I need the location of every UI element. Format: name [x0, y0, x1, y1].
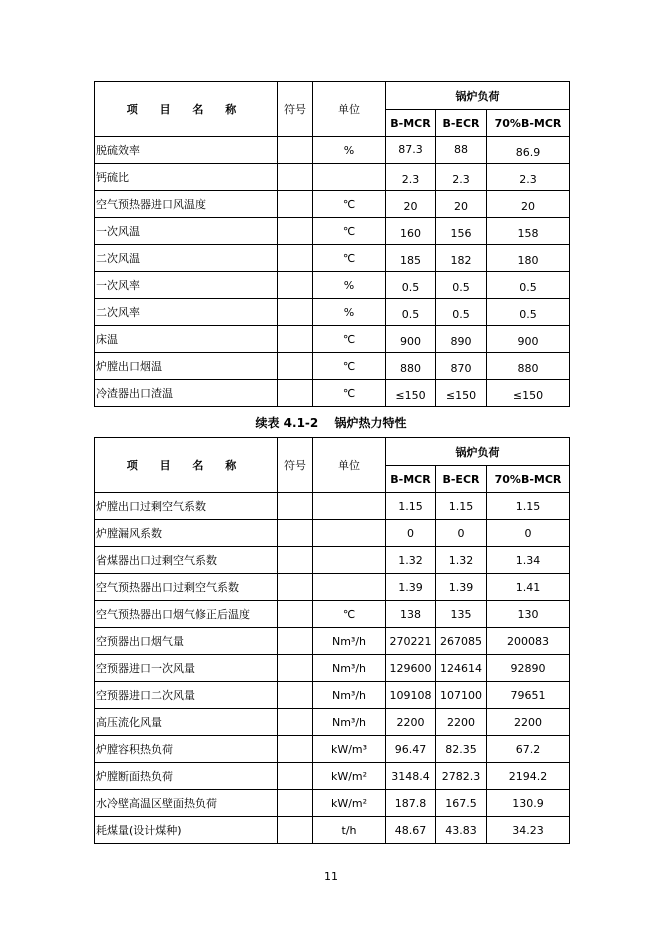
- row-symbol: [278, 299, 313, 326]
- table-row: [95, 493, 570, 520]
- table-row: [95, 682, 570, 709]
- row-item-name: 一次风率: [95, 272, 278, 299]
- row-value-bmcr: 185: [386, 245, 436, 272]
- row-value-70bmcr: 34.23: [487, 817, 570, 844]
- row-symbol: [278, 191, 313, 218]
- row-value-bmcr: 87.3: [386, 137, 436, 164]
- row-value-bmcr: 0: [386, 520, 436, 547]
- row-value-becr: 2.3: [436, 164, 487, 191]
- row-value-becr: 88: [436, 137, 487, 164]
- row-value-becr: 156: [436, 218, 487, 245]
- header-load-70bmcr: 70%B-MCR: [487, 466, 570, 493]
- row-symbol: [278, 736, 313, 763]
- row-value-bmcr: 1.15: [386, 493, 436, 520]
- table-row: [95, 164, 570, 191]
- row-item-name: 炉膛出口过剩空气系数: [95, 493, 278, 520]
- row-value-becr: 890: [436, 326, 487, 353]
- row-value-bmcr: 1.32: [386, 547, 436, 574]
- table-row: [95, 655, 570, 682]
- row-symbol: [278, 353, 313, 380]
- row-value-70bmcr: 1.41: [487, 574, 570, 601]
- row-unit: [313, 547, 386, 574]
- table-row: [95, 628, 570, 655]
- row-unit: ℃: [313, 245, 386, 272]
- row-value-70bmcr: 200083: [487, 628, 570, 655]
- row-unit: Nm³/h: [313, 709, 386, 736]
- row-value-70bmcr: ≤150: [487, 380, 570, 407]
- row-value-becr: 0.5: [436, 272, 487, 299]
- header-unit: 单位: [313, 438, 386, 493]
- row-unit: [313, 164, 386, 191]
- row-item-name: 空预器进口二次风量: [95, 682, 278, 709]
- table-row: [95, 709, 570, 736]
- header-load-becr: B-ECR: [436, 110, 487, 137]
- row-value-becr: 20: [436, 191, 487, 218]
- row-value-70bmcr: 130.9: [487, 790, 570, 817]
- header-item-name: 项 目 名 称: [95, 82, 278, 137]
- row-value-bmcr: 270221: [386, 628, 436, 655]
- row-item-name: 炉膛漏风系数: [95, 520, 278, 547]
- row-value-becr: 107100: [436, 682, 487, 709]
- header-symbol: 符号: [278, 82, 313, 137]
- row-value-becr: 870: [436, 353, 487, 380]
- boiler-parameters-table: [94, 81, 570, 407]
- row-value-bmcr: 138: [386, 601, 436, 628]
- row-symbol: [278, 628, 313, 655]
- header-unit: 单位: [313, 82, 386, 137]
- row-unit: [313, 493, 386, 520]
- table-row: [95, 272, 570, 299]
- row-unit: %: [313, 137, 386, 164]
- row-value-bmcr: 3148.4: [386, 763, 436, 790]
- table-row: [95, 380, 570, 407]
- row-unit: ℃: [313, 601, 386, 628]
- row-symbol: [278, 790, 313, 817]
- row-unit: t/h: [313, 817, 386, 844]
- row-unit: kW/m²: [313, 790, 386, 817]
- row-value-bmcr: 160: [386, 218, 436, 245]
- row-item-name: 炉膛容积热负荷: [95, 736, 278, 763]
- row-unit: Nm³/h: [313, 682, 386, 709]
- table-row: [95, 574, 570, 601]
- row-unit: Nm³/h: [313, 628, 386, 655]
- row-item-name: 高压流化风量: [95, 709, 278, 736]
- row-unit: Nm³/h: [313, 655, 386, 682]
- row-value-becr: ≤150: [436, 380, 487, 407]
- row-value-70bmcr: 0.5: [487, 272, 570, 299]
- row-symbol: [278, 380, 313, 407]
- table2-body: [95, 493, 570, 844]
- table-row: [95, 547, 570, 574]
- row-symbol: [278, 817, 313, 844]
- row-value-70bmcr: 158: [487, 218, 570, 245]
- row-value-70bmcr: 67.2: [487, 736, 570, 763]
- row-value-bmcr: 900: [386, 326, 436, 353]
- row-item-name: 省煤器出口过剩空气系数: [95, 547, 278, 574]
- row-unit: ℃: [313, 326, 386, 353]
- row-value-becr: 2200: [436, 709, 487, 736]
- table-row: [95, 353, 570, 380]
- table-row: [95, 736, 570, 763]
- row-symbol: [278, 682, 313, 709]
- row-value-bmcr: 48.67: [386, 817, 436, 844]
- row-unit: ℃: [313, 218, 386, 245]
- row-item-name: 空气预热器进口风温度: [95, 191, 278, 218]
- row-value-becr: 182: [436, 245, 487, 272]
- row-item-name: 水冷壁高温区壁面热负荷: [95, 790, 278, 817]
- row-value-bmcr: 96.47: [386, 736, 436, 763]
- row-value-70bmcr: 0: [487, 520, 570, 547]
- row-unit: %: [313, 272, 386, 299]
- table-row: [95, 326, 570, 353]
- row-unit: ℃: [313, 353, 386, 380]
- row-value-bmcr: 0.5: [386, 299, 436, 326]
- row-value-becr: 1.15: [436, 493, 487, 520]
- row-value-becr: 43.83: [436, 817, 487, 844]
- row-symbol: [278, 272, 313, 299]
- table-caption: [0, 414, 662, 431]
- header-load-bmcr: B-MCR: [386, 110, 436, 137]
- row-item-name: 床温: [95, 326, 278, 353]
- row-symbol: [278, 218, 313, 245]
- caption-number: 续表 4.1-2: [255, 416, 319, 430]
- row-symbol: [278, 137, 313, 164]
- table-row: [95, 520, 570, 547]
- row-symbol: [278, 245, 313, 272]
- page-number: 11: [324, 870, 338, 883]
- row-item-name: 二次风率: [95, 299, 278, 326]
- row-item-name: 炉膛断面热负荷: [95, 763, 278, 790]
- row-value-70bmcr: 180: [487, 245, 570, 272]
- row-item-name: 二次风温: [95, 245, 278, 272]
- row-value-becr: 135: [436, 601, 487, 628]
- row-value-70bmcr: 86.9: [487, 137, 570, 164]
- row-value-bmcr: ≤150: [386, 380, 436, 407]
- row-value-70bmcr: 20: [487, 191, 570, 218]
- row-symbol: [278, 493, 313, 520]
- header-boiler-load: 锅炉负荷: [386, 82, 570, 110]
- row-value-becr: 82.35: [436, 736, 487, 763]
- row-value-70bmcr: 900: [487, 326, 570, 353]
- row-value-bmcr: 1.39: [386, 574, 436, 601]
- row-value-70bmcr: 2.3: [487, 164, 570, 191]
- row-item-name: 冷渣器出口渣温: [95, 380, 278, 407]
- table-row: [95, 817, 570, 844]
- row-value-bmcr: 129600: [386, 655, 436, 682]
- header-load-becr: B-ECR: [436, 466, 487, 493]
- table-row: [95, 601, 570, 628]
- row-item-name: 耗煤量(设计煤种): [95, 817, 278, 844]
- row-symbol: [278, 601, 313, 628]
- row-value-bmcr: 2200: [386, 709, 436, 736]
- row-symbol: [278, 520, 313, 547]
- boiler-thermal-characteristics-table: [94, 437, 570, 844]
- table-row: [95, 245, 570, 272]
- row-value-70bmcr: 130: [487, 601, 570, 628]
- row-value-becr: 267085: [436, 628, 487, 655]
- header-boiler-load: 锅炉负荷: [386, 438, 570, 466]
- header-load-bmcr: B-MCR: [386, 466, 436, 493]
- table-row: [95, 218, 570, 245]
- row-symbol: [278, 763, 313, 790]
- row-value-70bmcr: 2194.2: [487, 763, 570, 790]
- table-row: [95, 763, 570, 790]
- table1-body: [95, 137, 570, 407]
- row-value-70bmcr: 880: [487, 353, 570, 380]
- row-item-name: 空气预热器出口过剩空气系数: [95, 574, 278, 601]
- row-value-becr: 167.5: [436, 790, 487, 817]
- row-value-becr: 0: [436, 520, 487, 547]
- row-unit: [313, 520, 386, 547]
- row-item-name: 炉膛出口烟温: [95, 353, 278, 380]
- row-unit: %: [313, 299, 386, 326]
- caption-title: 锅炉热力特性: [334, 416, 407, 430]
- row-value-70bmcr: 2200: [487, 709, 570, 736]
- row-item-name: 空预器出口烟气量: [95, 628, 278, 655]
- row-item-name: 脱硫效率: [95, 137, 278, 164]
- table-row: [95, 299, 570, 326]
- row-unit: ℃: [313, 191, 386, 218]
- row-value-bmcr: 187.8: [386, 790, 436, 817]
- row-symbol: [278, 709, 313, 736]
- row-symbol: [278, 326, 313, 353]
- row-symbol: [278, 655, 313, 682]
- row-value-70bmcr: 92890: [487, 655, 570, 682]
- row-value-becr: 1.32: [436, 547, 487, 574]
- header-load-70bmcr: 70%B-MCR: [487, 110, 570, 137]
- row-symbol: [278, 547, 313, 574]
- header-item-name: 项 目 名 称: [95, 438, 278, 493]
- row-symbol: [278, 164, 313, 191]
- row-value-bmcr: 20: [386, 191, 436, 218]
- row-unit: kW/m³: [313, 736, 386, 763]
- row-value-bmcr: 2.3: [386, 164, 436, 191]
- row-value-bmcr: 880: [386, 353, 436, 380]
- table-row: [95, 790, 570, 817]
- row-symbol: [278, 574, 313, 601]
- row-value-becr: 1.39: [436, 574, 487, 601]
- row-unit: kW/m²: [313, 763, 386, 790]
- header-symbol: 符号: [278, 438, 313, 493]
- table-row: [95, 137, 570, 164]
- row-item-name: 钙硫比: [95, 164, 278, 191]
- row-value-bmcr: 0.5: [386, 272, 436, 299]
- row-value-70bmcr: 1.15: [487, 493, 570, 520]
- row-value-becr: 124614: [436, 655, 487, 682]
- row-value-70bmcr: 1.34: [487, 547, 570, 574]
- row-value-becr: 2782.3: [436, 763, 487, 790]
- row-item-name: 一次风温: [95, 218, 278, 245]
- row-value-becr: 0.5: [436, 299, 487, 326]
- table-row: [95, 191, 570, 218]
- row-item-name: 空预器进口一次风量: [95, 655, 278, 682]
- row-unit: [313, 574, 386, 601]
- row-value-70bmcr: 0.5: [487, 299, 570, 326]
- row-item-name: 空气预热器出口烟气修正后温度: [95, 601, 278, 628]
- row-unit: ℃: [313, 380, 386, 407]
- row-value-bmcr: 109108: [386, 682, 436, 709]
- row-value-70bmcr: 79651: [487, 682, 570, 709]
